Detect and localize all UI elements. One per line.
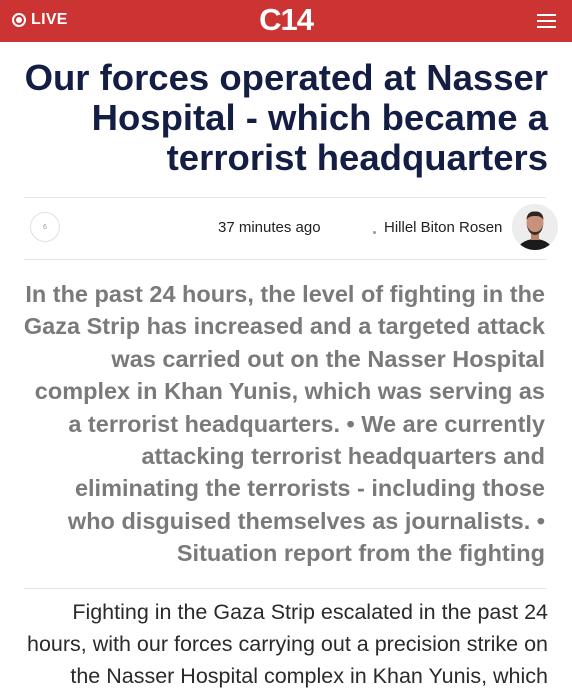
live-label: LIVE xyxy=(31,11,68,28)
meta-separator-dot xyxy=(373,231,376,234)
divider xyxy=(24,259,546,260)
article-lead: In the past 24 hours, the level of fighting in the Gaza Strip has increased and a targeted attack was carried out on the Nasser Hospital complex in Khan Yunis, which was serving as a terrorist headquarters. • We are currently attacking terrorist headquarters and eliminating the terrorists - including those who disguised themselves as journalists. • Situation report from the fighting xyxy=(23,281,545,567)
hamburger-menu-icon[interactable] xyxy=(537,14,556,28)
site-logo[interactable]: C14 xyxy=(259,2,313,37)
author-name[interactable]: Hillel Biton Rosen xyxy=(384,219,503,236)
person-icon xyxy=(512,204,558,250)
article-headline: Our forces operated at Nasser Hospital - which became a terrorist headquarters xyxy=(24,57,548,178)
publish-time: 37 minutes ago xyxy=(218,219,321,236)
share-count-badge[interactable]: 6 xyxy=(30,212,60,242)
article-body: Fighting in the Gaza Strip escalated in the past 24 hours, with our forces carrying out a precision strike on the Nasser Hospital complex in Khan Yunis, which xyxy=(26,600,548,688)
top-bar xyxy=(0,0,572,42)
divider xyxy=(24,197,546,198)
divider xyxy=(24,588,546,589)
author-avatar[interactable] xyxy=(512,204,558,250)
